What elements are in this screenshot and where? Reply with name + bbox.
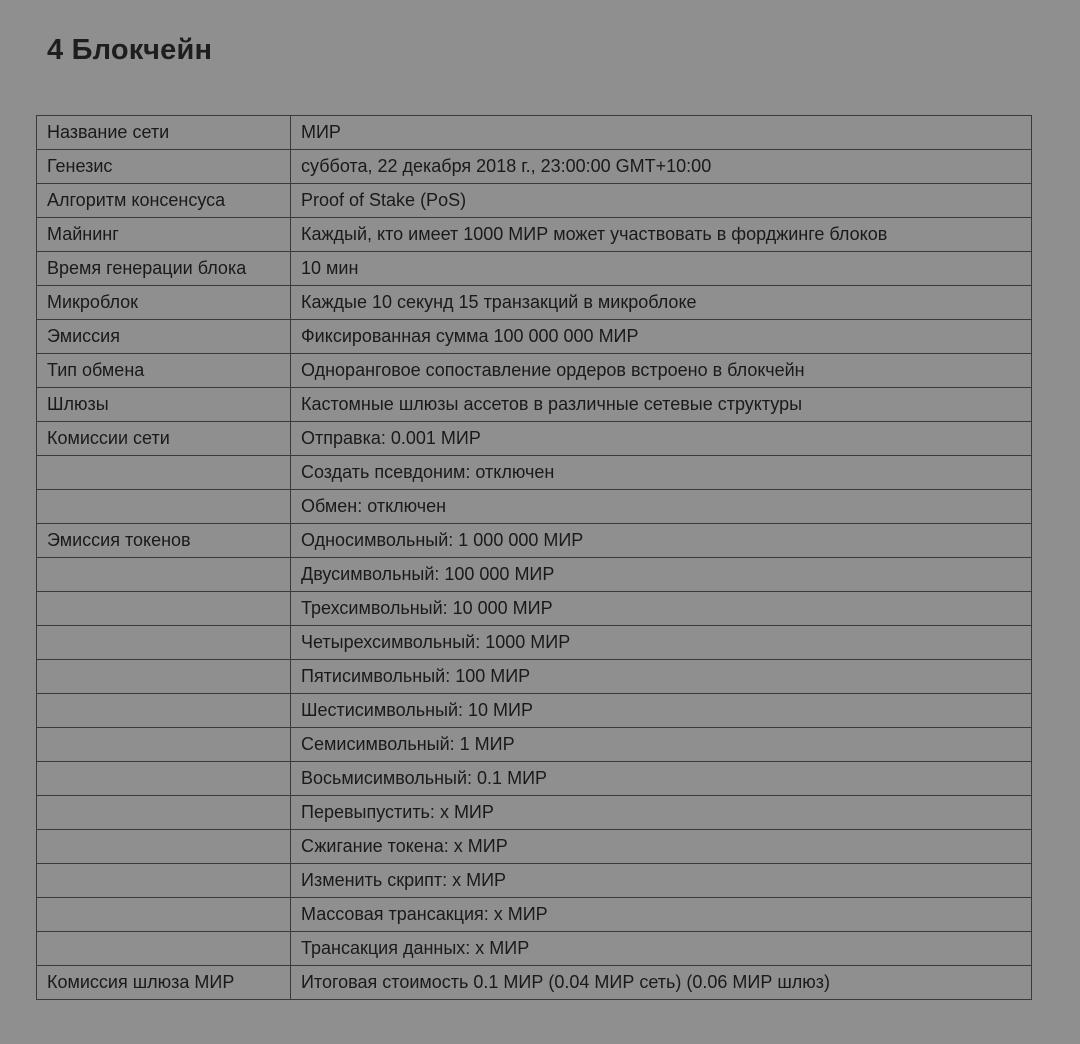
row-label <box>37 830 291 864</box>
table-row <box>37 830 1032 864</box>
row-value: МИР <box>291 116 1032 150</box>
row-label <box>37 694 291 728</box>
row-label <box>37 626 291 660</box>
page-title: 4 Блокчейн <box>47 34 213 66</box>
table-row <box>37 728 1032 762</box>
table-row <box>37 626 1032 660</box>
row-label <box>37 490 291 524</box>
row-value: Четырехсимвольный: 1000 МИР <box>291 626 1032 660</box>
row-label: Майнинг <box>37 218 291 252</box>
table-row <box>37 252 1032 286</box>
row-value: Перевыпустить: x МИР <box>291 796 1032 830</box>
table-row <box>37 286 1032 320</box>
row-value: Обмен: отключен <box>291 490 1032 524</box>
table-row <box>37 932 1032 966</box>
row-label: Алгоритм консенсуса <box>37 184 291 218</box>
table-row <box>37 116 1032 150</box>
blockchain-spec-table <box>36 115 1032 1000</box>
table-row <box>37 558 1032 592</box>
table-row <box>37 490 1032 524</box>
table-row <box>37 898 1032 932</box>
table-row <box>37 864 1032 898</box>
row-label: Название сети <box>37 116 291 150</box>
table-row <box>37 354 1032 388</box>
row-value: суббота, 22 декабря 2018 г., 23:00:00 GMT+10:00 <box>291 150 1032 184</box>
table-row <box>37 184 1032 218</box>
row-label: Эмиссия <box>37 320 291 354</box>
row-label <box>37 932 291 966</box>
row-value: Proof of Stake (PoS) <box>291 184 1032 218</box>
row-label <box>37 796 291 830</box>
table-row <box>37 660 1032 694</box>
row-value: Семисимвольный: 1 МИР <box>291 728 1032 762</box>
row-value: Двусимвольный: 100 000 МИР <box>291 558 1032 592</box>
row-value: Одноранговое сопоставление ордеров встроено в блокчейн <box>291 354 1032 388</box>
row-value: 10 мин <box>291 252 1032 286</box>
row-value: Шестисимвольный: 10 МИР <box>291 694 1032 728</box>
table-row <box>37 150 1032 184</box>
table-row <box>37 388 1032 422</box>
row-label <box>37 762 291 796</box>
table-row <box>37 796 1032 830</box>
row-value: Кастомные шлюзы ассетов в различные сетевые структуры <box>291 388 1032 422</box>
row-value: Трехсимвольный: 10 000 МИР <box>291 592 1032 626</box>
row-value: Итоговая стоимость 0.1 МИР (0.04 МИР сеть) (0.06 МИР шлюз) <box>291 966 1032 1000</box>
row-value: Отправка: 0.001 МИР <box>291 422 1032 456</box>
table-row <box>37 422 1032 456</box>
table-row <box>37 218 1032 252</box>
table-row <box>37 524 1032 558</box>
row-value: Каждый, кто имеет 1000 МИР может участвовать в форджинге блоков <box>291 218 1032 252</box>
table-row <box>37 320 1032 354</box>
row-label: Время генерации блока <box>37 252 291 286</box>
row-value: Каждые 10 секунд 15 транзакций в микроблоке <box>291 286 1032 320</box>
row-label <box>37 592 291 626</box>
spec-table-body <box>37 116 1032 1000</box>
row-label: Эмиссия токенов <box>37 524 291 558</box>
row-value: Восьмисимвольный: 0.1 МИР <box>291 762 1032 796</box>
row-value: Трансакция данных: x МИР <box>291 932 1032 966</box>
row-value: Пятисимвольный: 100 МИР <box>291 660 1032 694</box>
table-row <box>37 694 1032 728</box>
row-label: Тип обмена <box>37 354 291 388</box>
row-label <box>37 728 291 762</box>
row-label <box>37 660 291 694</box>
table-row <box>37 592 1032 626</box>
row-label <box>37 558 291 592</box>
row-value: Изменить скрипт: x МИР <box>291 864 1032 898</box>
row-value: Сжигание токена: x МИР <box>291 830 1032 864</box>
row-value: Создать псевдоним: отключен <box>291 456 1032 490</box>
row-label <box>37 898 291 932</box>
row-label: Комиссия шлюза МИР <box>37 966 291 1000</box>
row-value: Массовая трансакция: x МИР <box>291 898 1032 932</box>
row-label <box>37 864 291 898</box>
row-value: Односимвольный: 1 000 000 МИР <box>291 524 1032 558</box>
table-row <box>37 456 1032 490</box>
row-value: Фиксированная сумма 100 000 000 МИР <box>291 320 1032 354</box>
row-label: Шлюзы <box>37 388 291 422</box>
table-row <box>37 966 1032 1000</box>
row-label: Микроблок <box>37 286 291 320</box>
row-label <box>37 456 291 490</box>
row-label: Генезис <box>37 150 291 184</box>
row-label: Комиссии сети <box>37 422 291 456</box>
table-row <box>37 762 1032 796</box>
